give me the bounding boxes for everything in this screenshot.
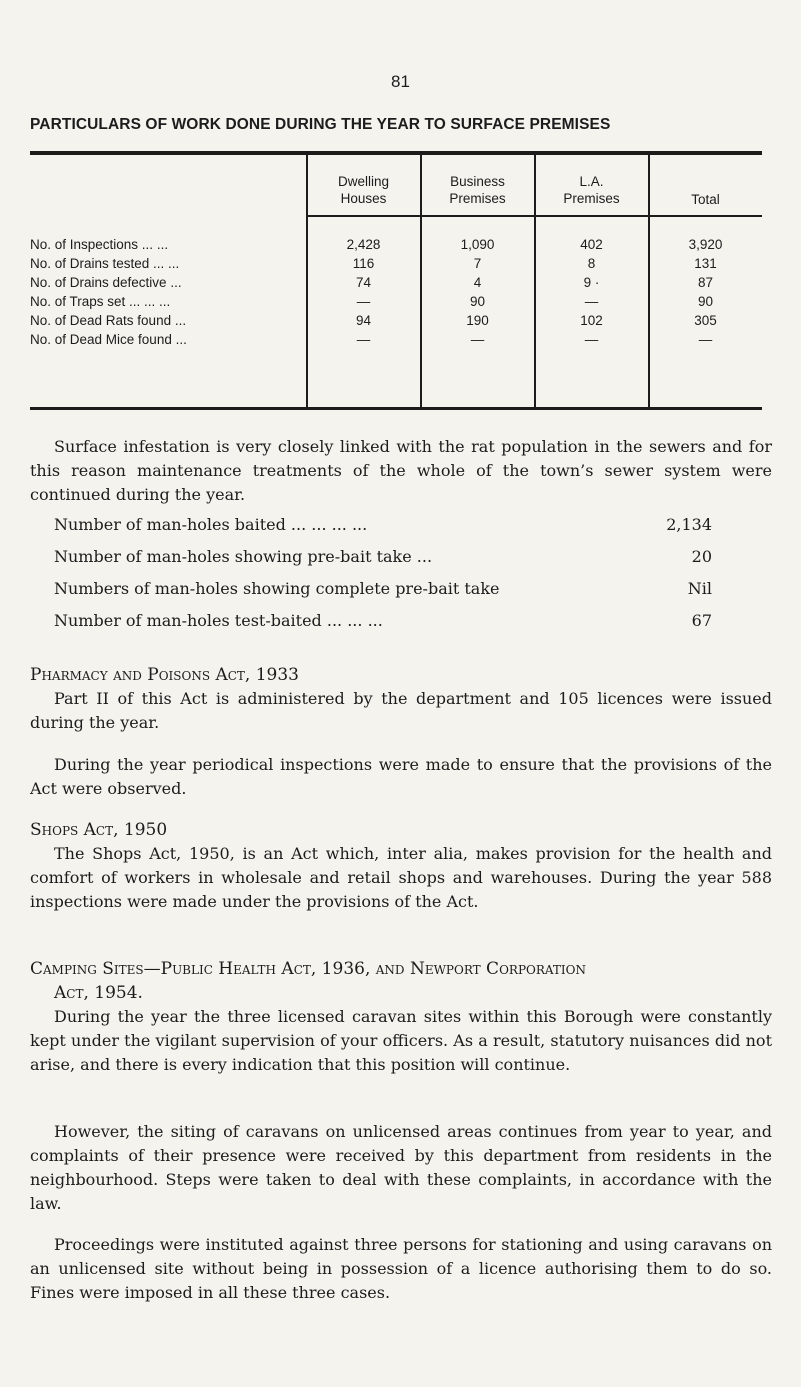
pharmacy-paragraph-2: During the year periodical inspections were made to ensure that the provisions of the Act were observed. bbox=[30, 755, 772, 798]
table-cell: — bbox=[584, 332, 599, 347]
table-cell: 1,090 bbox=[460, 237, 495, 252]
pharmacy-paragraph-1: Part II of this Act is administered by the department and 105 licences were issued during the year. bbox=[30, 689, 772, 732]
stat-value: Nil bbox=[687, 579, 712, 598]
row-label: No. of Drains defective ... bbox=[30, 275, 182, 290]
stat-label: Numbers of man-holes showing complete pre-bait take bbox=[54, 579, 500, 598]
stat-value: 67 bbox=[691, 611, 712, 630]
row-label: No. of Dead Rats found ... bbox=[30, 313, 187, 328]
shops-paragraph: The Shops Act, 1950, is an Act which, inter alia, makes provision for the health and comfort of workers in wholesale and retail shops and warehouses. During the year 588 inspections were made under the provisions of the Act. bbox=[30, 844, 772, 911]
table-cell: 305 bbox=[694, 313, 717, 328]
camping-paragraph-2: However, the siting of caravans on unlicensed areas continues from year to year, and complaints of their presence were received by this department from residents in the neighbourhood. Steps were taken to deal with these complaints, in accordance with the law. bbox=[30, 1122, 772, 1213]
camping-paragraph-3: Proceedings were instituted against three persons for stationing and using caravans on an unlicensed site without being in possession of a licence authorising them to do so. Fines were imposed in all these three cases. bbox=[30, 1235, 772, 1302]
table-cell: — bbox=[470, 332, 485, 347]
table-cell: 8 bbox=[587, 256, 596, 271]
camping-section-title: Camping Sites—Public Health Act, 1936, and Newport Corporation Act, 1954. bbox=[30, 959, 586, 1003]
table-cell: 7 bbox=[473, 256, 482, 271]
table-cell: — bbox=[356, 332, 371, 347]
stat-label: Number of man-holes showing pre-bait take ... bbox=[54, 547, 433, 566]
table-cell: 116 bbox=[352, 256, 375, 271]
row-label: No. of Dead Mice found ... bbox=[30, 332, 187, 347]
column-header-la-premises: L.A. Premises bbox=[563, 174, 620, 206]
table-cell: 3,920 bbox=[688, 237, 723, 252]
stat-label: Number of man-holes test-baited ... ... ... bbox=[54, 611, 383, 630]
table-cell: — bbox=[356, 294, 371, 309]
page-heading: PARTICULARS OF WORK DONE DURING THE YEAR TO SURFACE PREMISES bbox=[30, 116, 611, 133]
column-header-dwelling-houses: Dwelling Houses bbox=[337, 174, 390, 206]
stat-line bbox=[54, 545, 712, 569]
table-cell: 90 bbox=[469, 294, 486, 309]
table-cell: 190 bbox=[466, 313, 489, 328]
table-cell: 131 bbox=[694, 256, 717, 271]
table-row bbox=[30, 235, 762, 254]
table-cell: 4 bbox=[473, 275, 482, 290]
shops-section-title: Shops Act, 1950 bbox=[30, 820, 168, 840]
camping-paragraph-1: During the year the three licensed caravan sites within this Borough were constantly kept under the vigilant supervision of your officers. As a result, statutory nuisances did not arise, and there is every indication that this position will continue. bbox=[30, 1007, 772, 1074]
stat-line bbox=[54, 513, 712, 537]
table-header-rule bbox=[306, 215, 762, 217]
table-row bbox=[30, 254, 762, 273]
table-cell: — bbox=[584, 294, 599, 309]
pharmacy-section-title: Pharmacy and Poisons Act, 1933 bbox=[30, 665, 299, 685]
table-cell: 9 · bbox=[583, 275, 600, 290]
table-cell: 102 bbox=[580, 313, 603, 328]
table-cell: — bbox=[698, 332, 713, 347]
column-header-total: Total bbox=[691, 192, 720, 207]
stat-value: 20 bbox=[691, 547, 712, 566]
table-row bbox=[30, 273, 762, 292]
stat-value: 2,134 bbox=[666, 515, 712, 534]
row-label: No. of Inspections ... ... bbox=[30, 237, 169, 252]
infestation-paragraph: Surface infestation is very closely linked with the rat population in the sewers and for this reason maintenance treatments of the whole of the town’s sewer system were continued during the year. bbox=[30, 437, 772, 504]
work-table bbox=[30, 151, 762, 411]
table-cell: 90 bbox=[697, 294, 714, 309]
table-top-rule bbox=[30, 151, 762, 155]
stat-line bbox=[54, 609, 712, 633]
column-header-business-premises: Business Premises bbox=[449, 174, 506, 206]
table-cell: 94 bbox=[355, 313, 372, 328]
table-row bbox=[30, 311, 762, 330]
table-cell: 74 bbox=[355, 275, 372, 290]
table-cell: 2,428 bbox=[346, 237, 381, 252]
stat-label: Number of man-holes baited ... ... ... ... bbox=[54, 515, 368, 534]
table-cell: 402 bbox=[580, 237, 603, 252]
row-label: No. of Traps set ... ... ... bbox=[30, 294, 171, 309]
table-bottom-rule bbox=[30, 407, 762, 410]
row-label: No. of Drains tested ... ... bbox=[30, 256, 180, 271]
table-row bbox=[30, 330, 762, 349]
page-number: 81 bbox=[391, 72, 410, 91]
table-cell: 87 bbox=[697, 275, 714, 290]
stat-line bbox=[54, 577, 712, 601]
table-row bbox=[30, 292, 762, 311]
